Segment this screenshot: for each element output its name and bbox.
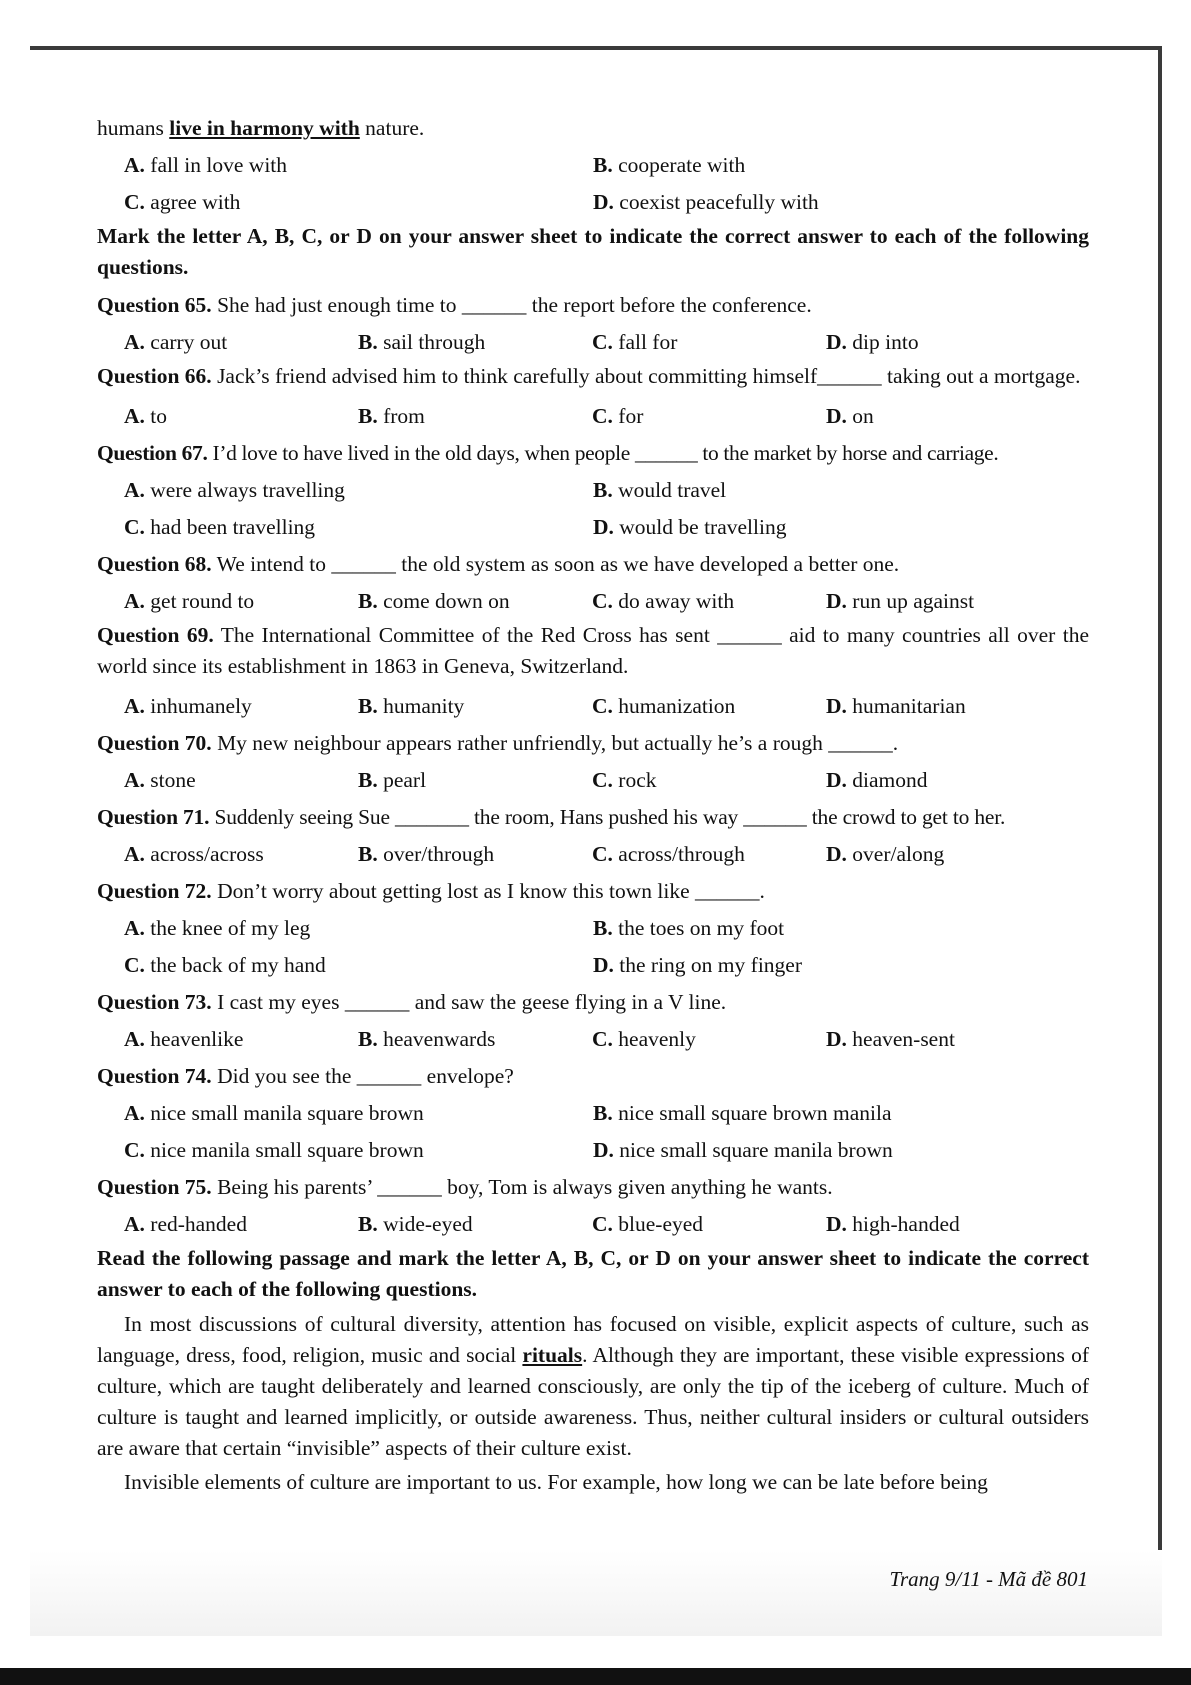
option-d[interactable]: D. the ring on my finger bbox=[593, 953, 802, 977]
option-a[interactable]: A. the knee of my leg bbox=[124, 916, 311, 940]
passage-paragraph-2: Invisible elements of culture are important to us. For example, how long we can be late before being bbox=[124, 1470, 988, 1494]
option-a[interactable]: A. across/across bbox=[124, 842, 264, 866]
option-b[interactable]: B. would travel bbox=[593, 478, 727, 502]
q64-options-row-2 bbox=[97, 184, 1089, 221]
option-d[interactable]: D. would be travelling bbox=[593, 515, 787, 539]
q68-options bbox=[97, 583, 1089, 620]
viewer-bottom-bar bbox=[0, 1668, 1191, 1685]
q72-options-row-2 bbox=[97, 947, 1089, 984]
option-a[interactable]: A. were always travelling bbox=[124, 478, 345, 502]
q71-options bbox=[97, 836, 1089, 873]
q67-options-row-1 bbox=[97, 472, 1089, 509]
option-d[interactable]: D. heaven-sent bbox=[826, 1027, 955, 1051]
option-a[interactable]: A. get round to bbox=[124, 589, 255, 613]
question-68: Question 68. We intend to ______ the old system as soon as we have developed a better one. bbox=[97, 552, 900, 576]
page-bottom-shade bbox=[30, 1550, 1162, 1636]
option-d[interactable]: D. coexist peacefully with bbox=[593, 190, 819, 214]
option-b[interactable]: B. heavenwards bbox=[358, 1027, 496, 1051]
option-d[interactable]: D. humanitarian bbox=[826, 694, 966, 718]
option-b[interactable]: B. nice small square brown manila bbox=[593, 1101, 892, 1125]
q73-options bbox=[97, 1021, 1089, 1058]
option-a[interactable]: A. nice small manila square brown bbox=[124, 1101, 424, 1125]
question-75: Question 75. Being his parents’ ______ boy, Tom is always given anything he wants. bbox=[97, 1175, 833, 1199]
option-c[interactable]: C. humanization bbox=[592, 694, 736, 718]
option-c[interactable]: C. had been travelling bbox=[124, 515, 316, 539]
question-69: Question 69. The International Committee of the Red Cross has sent ______ aid to many countries all over the world since its establishment in 1863 in Geneva, Switzerland. bbox=[97, 623, 1090, 678]
option-a[interactable]: A. stone bbox=[124, 768, 196, 792]
section-instruction: Mark the letter A, B, C, or D on your answer sheet to indicate the correct answer to each of the following questions. bbox=[97, 224, 1089, 279]
option-d[interactable]: D. nice small square manila brown bbox=[593, 1138, 893, 1162]
page-content bbox=[97, 110, 1089, 1498]
question-70: Question 70. My new neighbour appears rather unfriendly, but actually he’s a rough ______. bbox=[97, 731, 899, 755]
option-c[interactable]: C. rock bbox=[592, 768, 657, 792]
option-c[interactable]: C. the back of my hand bbox=[124, 953, 326, 977]
option-d[interactable]: D. over/along bbox=[826, 842, 945, 866]
q69-options bbox=[97, 688, 1089, 725]
option-c[interactable]: C. agree with bbox=[124, 190, 241, 214]
q74-options-row-1 bbox=[97, 1095, 1089, 1132]
underlined-phrase: live in harmony with bbox=[169, 116, 360, 140]
option-d[interactable]: D. run up against bbox=[826, 589, 975, 613]
option-c[interactable]: C. across/through bbox=[592, 842, 745, 866]
option-c[interactable]: C. heavenly bbox=[592, 1027, 696, 1051]
option-d[interactable]: D. high-handed bbox=[826, 1212, 960, 1236]
option-c[interactable]: C. blue-eyed bbox=[592, 1212, 704, 1236]
underlined-word: rituals bbox=[522, 1343, 583, 1367]
option-a[interactable]: A. heavenlike bbox=[124, 1027, 244, 1051]
option-b[interactable]: B. from bbox=[358, 404, 425, 428]
q66-options bbox=[97, 398, 1089, 435]
question-71: Question 71. Suddenly seeing Sue _______ the room, Hans pushed his way ______ the crowd to get to her. bbox=[97, 805, 1006, 829]
option-b[interactable]: B. humanity bbox=[358, 694, 465, 718]
question-72: Question 72. Don’t worry about getting lost as I know this town like ______. bbox=[97, 879, 765, 903]
option-b[interactable]: B. wide-eyed bbox=[358, 1212, 473, 1236]
option-c[interactable]: C. fall for bbox=[592, 330, 678, 354]
option-a[interactable]: A. fall in love with bbox=[124, 153, 288, 177]
q75-options bbox=[97, 1206, 1089, 1243]
question-67: Question 67. I’d love to have lived in the old days, when people ______ to the market by horse and carriage. bbox=[97, 441, 999, 465]
page-footer: Trang 9/11 - Mã đề 801 bbox=[889, 1567, 1088, 1591]
question-66: Question 66. Jack’s friend advised him to think carefully about committing himself______ taking out a mortgage. bbox=[97, 364, 1081, 388]
option-b[interactable]: B. the toes on my foot bbox=[593, 916, 785, 940]
q64-options-row-1 bbox=[97, 147, 1089, 184]
passage-paragraph-1: In most discussions of cultural diversity, attention has focused on visible, explicit aspects of culture, such as language, dress, food, religion, music and social rituals. Although they are important, these visible expressions of culture, which are taught deliberately and learned consciously, are only the tip of the iceberg of culture. Much of culture is taught and learned implicitly, or outside awareness. Thus, neither cultural insiders or cultural outsiders are aware that certain “invisible” aspects of their culture exist. bbox=[97, 1312, 1089, 1460]
q72-options-row-1 bbox=[97, 910, 1089, 947]
option-b[interactable]: B. sail through bbox=[358, 330, 486, 354]
q74-options-row-2 bbox=[97, 1132, 1089, 1169]
option-a[interactable]: A. carry out bbox=[124, 330, 228, 354]
option-a[interactable]: A. inhumanely bbox=[124, 694, 252, 718]
option-b[interactable]: B. come down on bbox=[358, 589, 510, 613]
option-d[interactable]: D. dip into bbox=[826, 330, 919, 354]
option-b[interactable]: B. cooperate with bbox=[593, 153, 746, 177]
option-b[interactable]: B. over/through bbox=[358, 842, 495, 866]
q65-options bbox=[97, 324, 1089, 361]
option-c[interactable]: C. do away with bbox=[592, 589, 735, 613]
option-d[interactable]: D. diamond bbox=[826, 768, 928, 792]
question-73: Question 73. I cast my eyes ______ and saw the geese flying in a V line. bbox=[97, 990, 727, 1014]
option-d[interactable]: D. on bbox=[826, 404, 874, 428]
option-a[interactable]: A. red-handed bbox=[124, 1212, 247, 1236]
q70-options bbox=[97, 762, 1089, 799]
q64-stem-tail: humans live in harmony with nature. bbox=[97, 116, 425, 140]
question-74: Question 74. Did you see the ______ envelope? bbox=[97, 1064, 514, 1088]
option-a[interactable]: A. to bbox=[124, 404, 168, 428]
question-65: Question 65. She had just enough time to ______ the report before the conference. bbox=[97, 293, 812, 317]
q67-options-row-2 bbox=[97, 509, 1089, 546]
option-b[interactable]: B. pearl bbox=[358, 768, 427, 792]
option-c[interactable]: C. for bbox=[592, 404, 644, 428]
option-c[interactable]: C. nice manila small square brown bbox=[124, 1138, 424, 1162]
reading-instruction: Read the following passage and mark the letter A, B, C, or D on your answer sheet to indicate the correct answer to each of the following questions. bbox=[97, 1246, 1089, 1301]
